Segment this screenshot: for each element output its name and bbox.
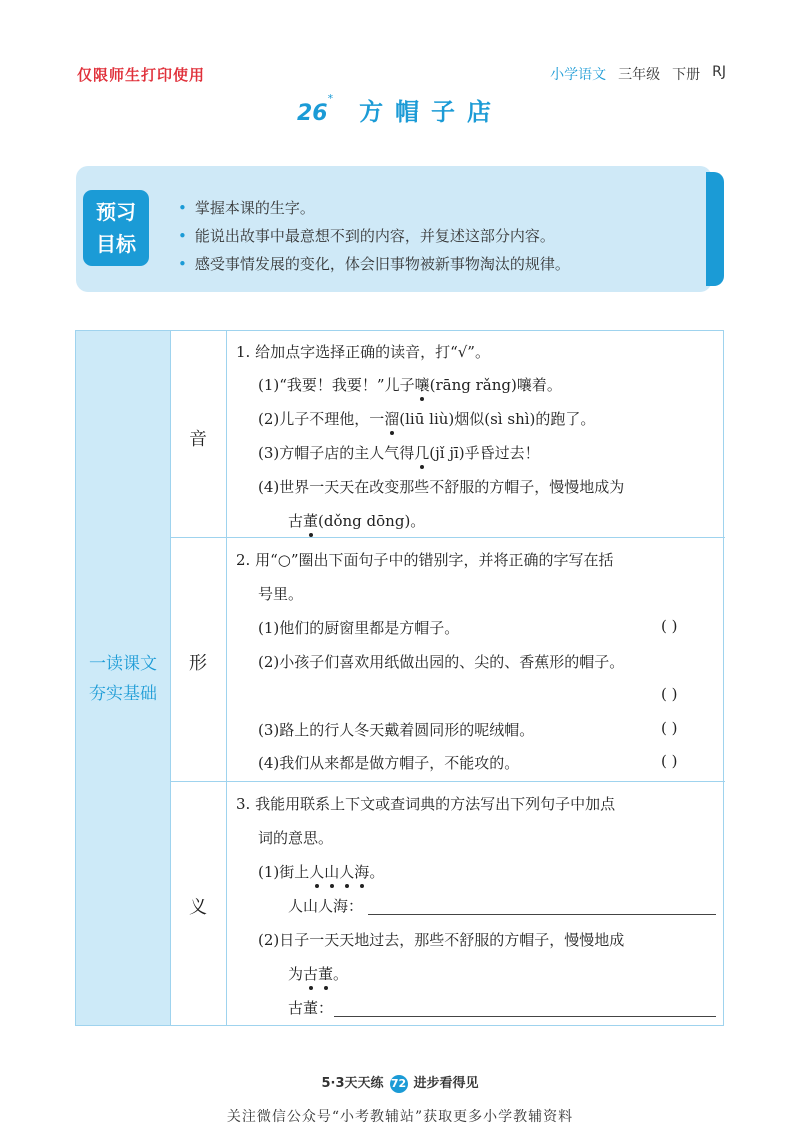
answer-line-1[interactable] xyxy=(368,914,716,915)
goals-badge-line1: 预习 xyxy=(96,200,136,224)
goal-item: • 掌握本课的生字。 xyxy=(178,194,570,222)
dotted-char: 人 xyxy=(309,863,325,881)
print-notice: 仅限师生打印使用 xyxy=(77,66,206,84)
volume-label: 下册 xyxy=(672,67,701,83)
category-meaning: 义 xyxy=(189,897,207,918)
page-number: 72 xyxy=(390,1075,408,1093)
goals-panel-tab xyxy=(706,172,724,286)
q1-item-4: (4)世界一天天在改变那些不舒服的方帽子，慢慢地成为 xyxy=(258,478,625,496)
q3-item-2-cont: 为古董。 xyxy=(288,965,349,983)
section-label: 一读课文 夯实基础 xyxy=(89,654,157,704)
answer-parens[interactable]: ( ) xyxy=(661,685,678,703)
dotted-char: 人 xyxy=(339,863,355,881)
dotted-char: 溜 xyxy=(384,410,400,428)
q1-stem: 1. 给加点字选择正确的读音，打“√”。 xyxy=(236,343,490,361)
q3-answer-label-1: 人山人海： xyxy=(288,897,364,915)
row-divider xyxy=(170,781,725,782)
footer-brand: 5·3天天练 xyxy=(321,1076,384,1091)
q2-stem-line2: 号里。 xyxy=(258,585,304,603)
watermark-text: 关注微信公众号“小考教辅站”获取更多小学教辅资料 xyxy=(226,1109,574,1125)
lesson-star: * xyxy=(327,92,334,105)
q3-item-1: (1)街上人山人海。 xyxy=(258,863,385,881)
q2-item-3: (3)路上的行人冬天戴着圆同形的呢绒帽。 xyxy=(258,721,535,739)
section-column xyxy=(76,331,171,1025)
goals-badge-line2: 目标 xyxy=(96,232,136,256)
page-footer xyxy=(0,1072,800,1093)
answer-parens[interactable]: ( ) xyxy=(661,752,678,770)
book-info xyxy=(550,64,726,84)
q2-item-2: (2)小孩子们喜欢用纸做出园的、尖的、香蕉形的帽子。 xyxy=(258,653,625,671)
exercise-table xyxy=(75,330,724,1026)
q2-stem-line1: 2. 用“○”圈出下面句子中的错别字，并将正确的字写在括 xyxy=(236,551,614,569)
q3-item-2: (2)日子一天天地过去，那些不舒服的方帽子，慢慢地成 xyxy=(258,931,625,949)
category-sound: 音 xyxy=(189,429,207,450)
answer-line-2[interactable] xyxy=(334,1016,716,1017)
lesson-title: 方帽子店 xyxy=(359,98,504,126)
dotted-char: 海 xyxy=(354,863,370,881)
dotted-char: 嚷 xyxy=(414,376,430,394)
category-shape: 形 xyxy=(189,653,207,674)
q2-item-4: (4)我们从来都是做方帽子，不能攻的。 xyxy=(258,754,520,772)
q3-stem-line2: 词的意思。 xyxy=(258,829,334,847)
grade-label: 三年级 xyxy=(618,67,661,83)
q3-answer-label-2: 古董： xyxy=(288,999,334,1017)
dotted-char: 古 xyxy=(303,965,319,983)
lesson-number: 26 xyxy=(296,101,328,126)
edition-label: RJ xyxy=(712,64,726,80)
q1-item-2: (2)儿子不理他，一溜(liū liù)烟似(sì shì)的跑了。 xyxy=(258,410,596,428)
q3-stem-line1: 3. 我能用联系上下文或查词典的方法写出下列句子中加点 xyxy=(236,795,616,813)
answer-parens[interactable]: ( ) xyxy=(661,617,678,635)
answer-parens[interactable]: ( ) xyxy=(661,719,678,737)
dotted-char: 董 xyxy=(303,512,319,530)
goals-list xyxy=(178,194,570,278)
dotted-char: 山 xyxy=(324,863,340,881)
dotted-char: 董 xyxy=(318,965,334,983)
dotted-char: 几 xyxy=(414,444,430,462)
subject-label: 小学语文 xyxy=(550,67,607,83)
q2-item-1: (1)他们的厨窗里都是方帽子。 xyxy=(258,619,460,637)
footer-slogan: 进步看得见 xyxy=(413,1076,479,1091)
goal-item: • 能说出故事中最意想不到的内容，并复述这部分内容。 xyxy=(178,222,570,250)
lesson-heading xyxy=(0,92,800,127)
q1-item-3: (3)方帽子店的主人气得几(jǐ jī)乎昏过去！ xyxy=(258,444,540,462)
goal-item: • 感受事情发展的变化，体会旧事物被新事物淘汰的规律。 xyxy=(178,250,570,278)
row-divider xyxy=(170,537,725,538)
q1-item-4-cont: 古董(dǒng dōng)。 xyxy=(288,512,426,530)
goals-badge xyxy=(83,190,149,266)
q1-item-1: (1)“我要！我要！”儿子嚷(rāng rǎng)嚷着。 xyxy=(258,376,562,394)
